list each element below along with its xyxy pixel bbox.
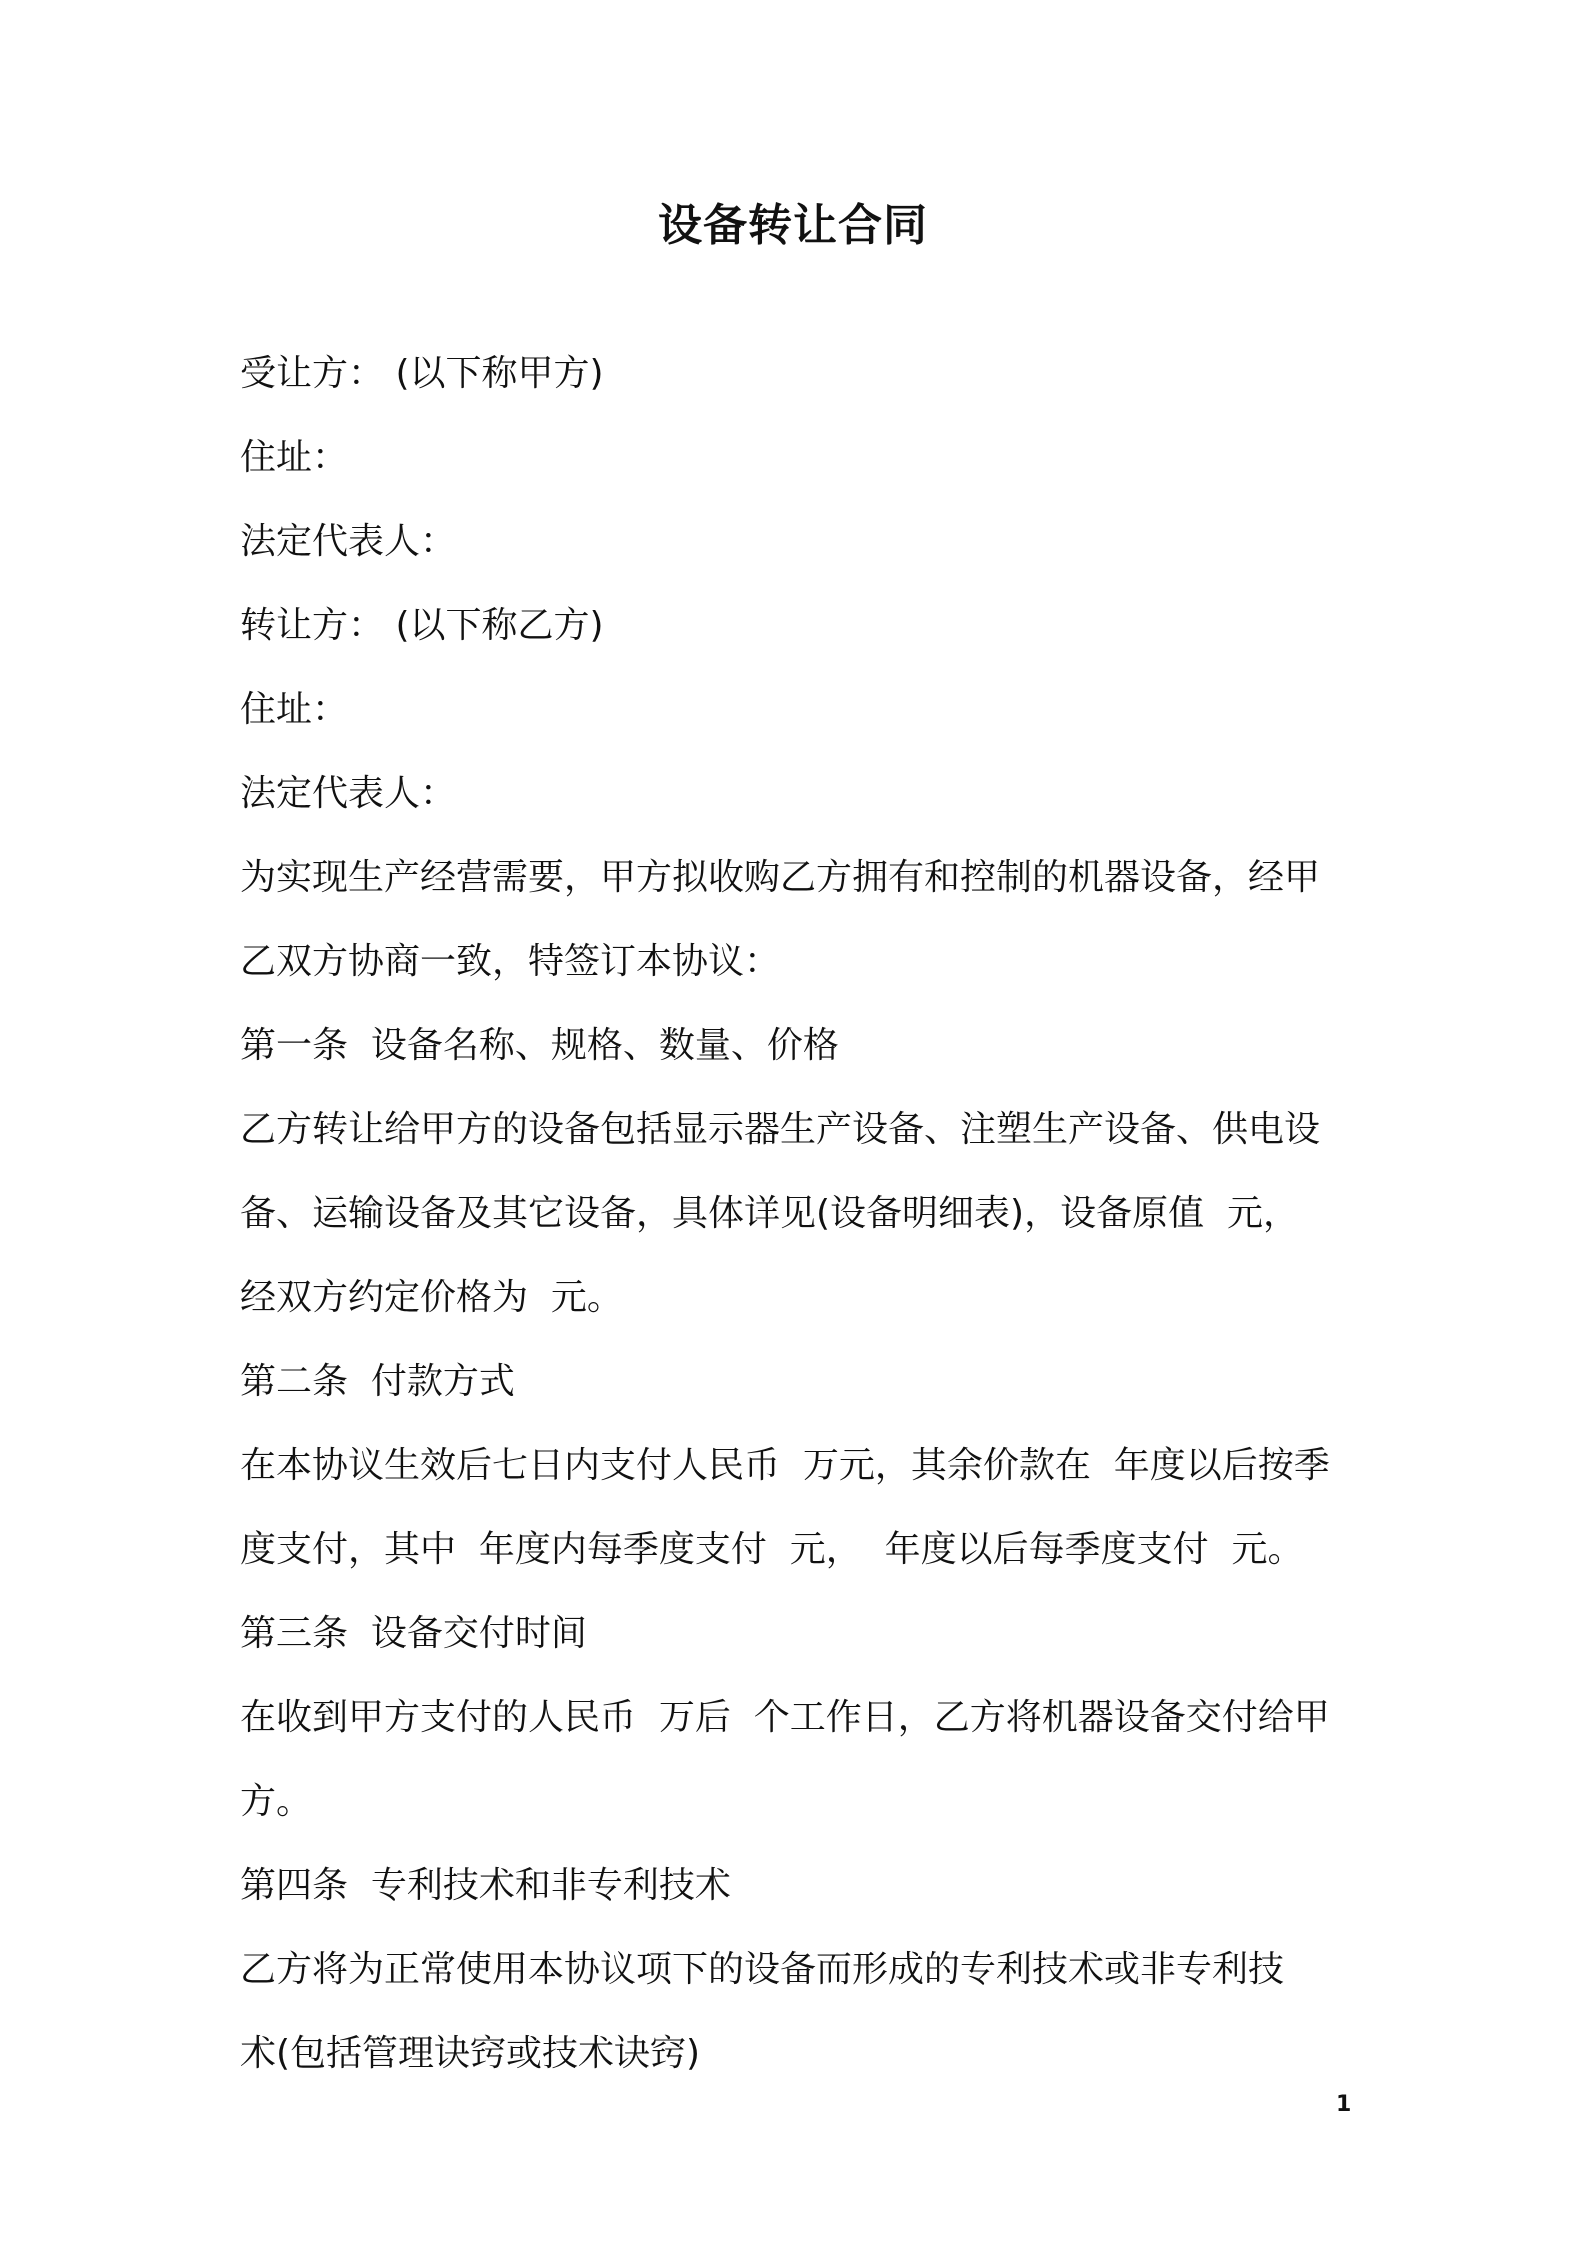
preamble-line-2: 乙双方协商一致，特签订本协议： <box>240 941 781 982</box>
article-1-heading: 第一条 设备名称、规格、数量、价格 <box>240 1025 839 1066</box>
article-1-text-line-1: 乙方转让给甲方的设备包括显示器生产设备、注塑生产设备、供电设 <box>240 1109 1321 1150</box>
article-1-text-line-2: 备、运输设备及其它设备，具体详见(设备明细表)，设备原值 元， <box>240 1193 1299 1234</box>
transferor-representative-line: 法定代表人： <box>240 773 457 814</box>
article-3-heading: 第三条 设备交付时间 <box>240 1613 587 1654</box>
document-body <box>240 332 1358 2096</box>
article-2-text-line-2: 度支付，其中 年度内每季度支付 元， 年度以后每季度支付 元。 <box>240 1529 1304 1570</box>
document-title: 设备转让合同 <box>658 200 928 251</box>
transferor-address-line: 住址： <box>240 689 349 730</box>
article-2-text-line-1: 在本协议生效后七日内支付人民币 万元，其余价款在 年度以后按季 <box>240 1445 1330 1486</box>
article-2-heading: 第二条 付款方式 <box>240 1361 515 1402</box>
article-4-heading: 第四条 专利技术和非专利技术 <box>240 1865 731 1906</box>
article-3-text-line-2: 方。 <box>240 1781 313 1822</box>
transferee-line: 受让方： (以下称甲方) <box>240 353 604 394</box>
article-3-text-line-1: 在收到甲方支付的人民币 万后 个工作日，乙方将机器设备交付给甲 <box>240 1697 1330 1738</box>
preamble-line-1: 为实现生产经营需要，甲方拟收购乙方拥有和控制的机器设备，经甲 <box>240 857 1321 898</box>
transferee-representative-line: 法定代表人： <box>240 521 457 562</box>
article-1-text-line-3: 经双方约定价格为 元。 <box>240 1277 623 1318</box>
transferee-address-line: 住址： <box>240 437 349 478</box>
article-4-text-line-1: 乙方将为正常使用本协议项下的设备而形成的专利技术或非专利技 <box>240 1949 1285 1990</box>
page-number: 1 <box>1336 2092 1352 2117</box>
article-4-text-line-2: 术(包括管理诀窍或技术诀窍) <box>240 2033 701 2074</box>
transferor-line: 转让方： (以下称乙方) <box>240 605 604 646</box>
